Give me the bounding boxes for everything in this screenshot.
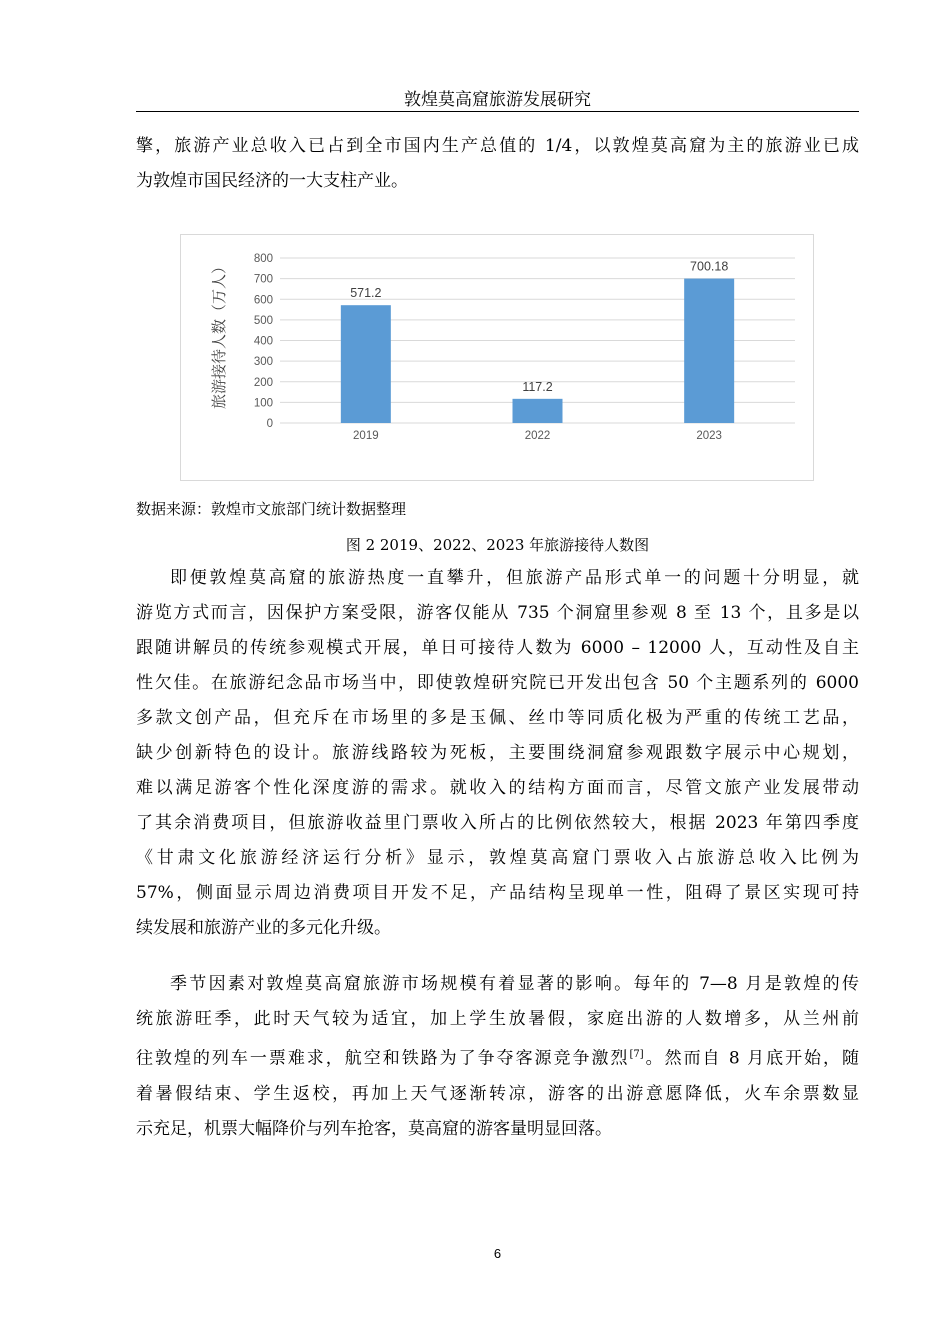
p1-line: 57%，侧面显示周边消费项目开发不足，产品结构呈现单一性，阻碍了景区实现可持 bbox=[136, 883, 859, 903]
paragraph-2 bbox=[136, 967, 859, 1147]
p1-line: 续发展和旅游产业的多元化升级。 bbox=[136, 918, 391, 938]
y-tick-label: 800 bbox=[253, 253, 273, 265]
value-label: 571.2 bbox=[350, 286, 382, 301]
value-label: 117.2 bbox=[522, 379, 553, 394]
x-tick-label: 2022 bbox=[524, 430, 551, 442]
p2-line-with-citation bbox=[136, 1037, 859, 1077]
y-tick-label: 100 bbox=[253, 397, 273, 410]
paragraph-1 bbox=[136, 561, 859, 946]
x-tick-label: 2019 bbox=[353, 430, 379, 442]
p1-line: 跟随讲解员的传统参观模式开展，单日可接待人数为 6000 – 12000 人，互动性及自主 bbox=[136, 638, 859, 658]
value-labels bbox=[350, 260, 728, 394]
citation-ref[interactable]: [7] bbox=[629, 1049, 644, 1060]
y-tick-label: 400 bbox=[253, 335, 273, 348]
chart-bars bbox=[341, 279, 734, 423]
bar-chart bbox=[180, 200, 820, 490]
intro-line-2: 为敦煌市国民经济的一大支柱产业。 bbox=[136, 171, 408, 191]
bar-2023 bbox=[684, 279, 734, 423]
page-number: 6 bbox=[493, 1246, 502, 1261]
p2-line: 示充足，机票大幅降价与列车抢客，莫高窟的游客量明显回落。 bbox=[136, 1118, 612, 1139]
y-tick-label: 0 bbox=[266, 418, 273, 430]
figure-caption: 图 2 2019、2022、2023 年旅游接待人数图 bbox=[345, 536, 650, 554]
p2-line-3-text: 往敦煌的列车一票难求，航空和铁路为了争夺客源竞争激烈 bbox=[136, 1048, 630, 1069]
running-header: 敦煌莫高窟旅游发展研究 bbox=[404, 90, 591, 110]
x-axis-labels bbox=[353, 430, 722, 442]
value-label: 700.18 bbox=[690, 259, 729, 274]
p2-line: 着暑假结束、学生返校，再加上天气逐渐转凉，游客的出游意愿降低，火车余票数显 bbox=[136, 1083, 859, 1104]
y-tick-label: 200 bbox=[253, 376, 273, 389]
header-rule bbox=[136, 111, 859, 112]
bar-2019 bbox=[341, 305, 391, 423]
p1-line: 了其余消费项目，但旅游收益里门票收入所占的比例依然较大，根据 2023 年第四季度 bbox=[136, 813, 859, 833]
y-axis-ticks bbox=[254, 253, 273, 430]
p2-line: 统旅游旺季，此时天气较为适宜，加上学生放暑假，家庭出游的人数增多，从兰州前 bbox=[136, 1009, 859, 1029]
p1-line: 即便敦煌莫高窟的旅游热度一直攀升，但旅游产品形式单一的问题十分明显，就 bbox=[170, 568, 859, 588]
y-axis-title: 旅游接待人数（万人） bbox=[211, 258, 228, 410]
x-tick-label: 2023 bbox=[696, 430, 722, 442]
data-source-note: 数据来源：敦煌市文旅部门统计数据整理 bbox=[136, 500, 407, 518]
p2-line-3-tail: 。然而自 8 月底开始，随 bbox=[643, 1048, 860, 1069]
p1-line: 多款文创产品，但充斥在市场里的多是玉佩、丝巾等同质化极为严重的传统工艺品， bbox=[136, 708, 859, 728]
intro-line-1: 擎，旅游产业总收入已占到全市国内生产总值的 1/4，以敦煌莫高窟为主的旅游业已成 bbox=[136, 136, 859, 156]
y-tick-label: 700 bbox=[253, 273, 273, 286]
bar-2022 bbox=[513, 399, 563, 423]
y-tick-label: 300 bbox=[253, 356, 273, 369]
intro-paragraph bbox=[136, 129, 859, 199]
p1-line: 性欠佳。在旅游纪念品市场当中，即使敦煌研究院已开发出包含 50 个主题系列的 6000 bbox=[136, 673, 859, 693]
p1-line: 《甘肃文化旅游经济运行分析》显示，敦煌莫高窟门票收入占旅游总收入比例为 bbox=[136, 848, 859, 868]
y-tick-label: 600 bbox=[253, 294, 273, 307]
p1-line: 难以满足游客个性化深度游的需求。就收入的结构方面而言，尽管文旅产业发展带动 bbox=[136, 778, 859, 798]
y-tick-label: 500 bbox=[253, 314, 273, 327]
p1-line: 游览方式而言，因保护方案受限，游客仅能从 735 个洞窟里参观 8 至 13 个，且多是以 bbox=[136, 603, 859, 623]
p2-line: 季节因素对敦煌莫高窟旅游市场规模有着显著的影响。每年的 7—8 月是敦煌的传 bbox=[170, 974, 859, 994]
p1-line: 缺少创新特色的设计。旅游线路较为死板，主要围绕洞窟参观跟数字展示中心规划， bbox=[136, 743, 859, 763]
